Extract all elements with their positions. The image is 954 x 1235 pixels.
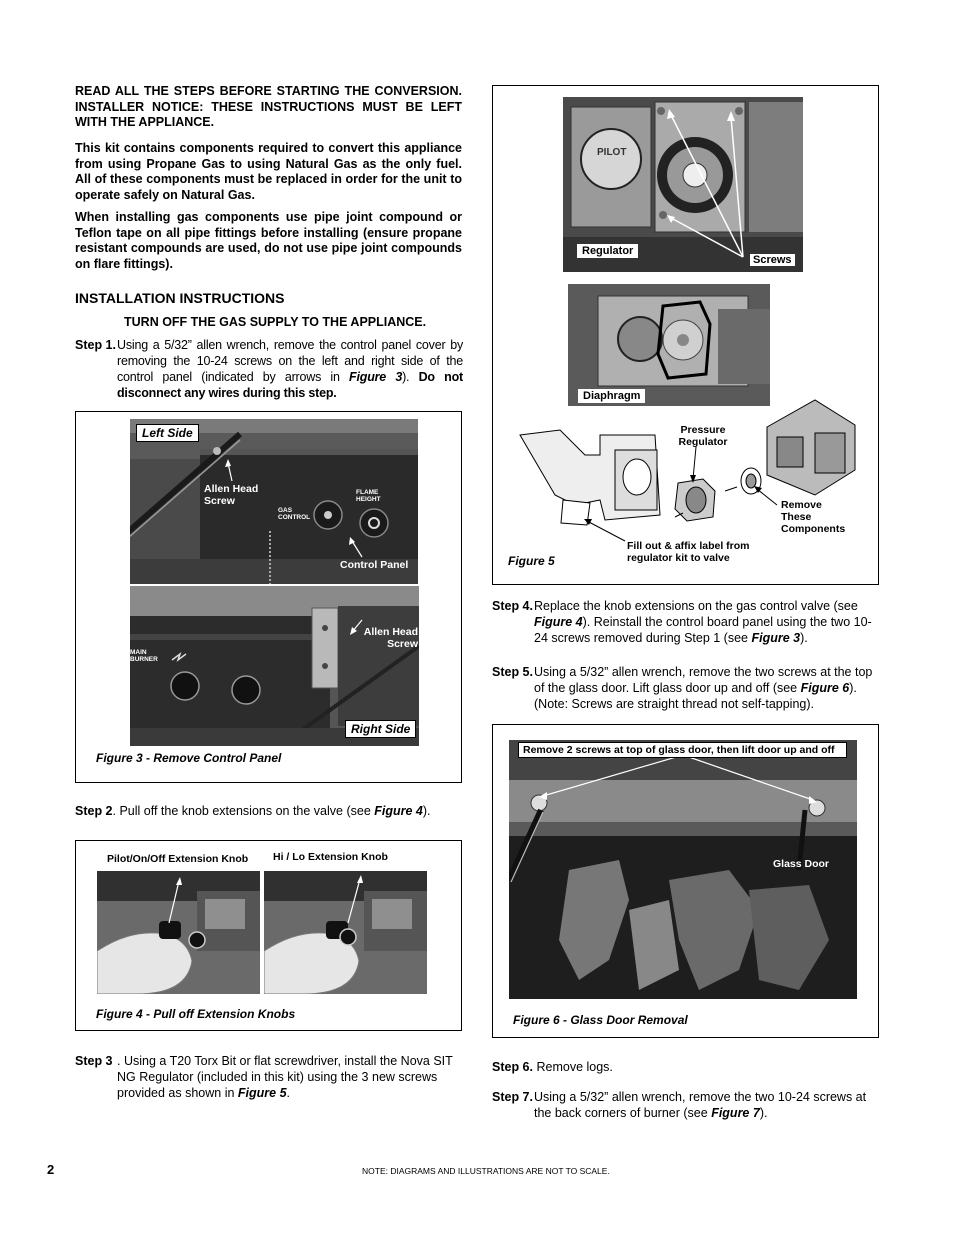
remove-components-label: Remove These Components (781, 499, 846, 535)
step-7-figure-ref: Figure 7 (711, 1106, 760, 1120)
step-2 (75, 803, 463, 819)
right-side-tag: Right Side (345, 720, 416, 738)
step-2-text-b: ). (422, 804, 431, 818)
step-4-label: Step 4. (492, 599, 533, 613)
diaphragm-tag: Diaphragm (578, 389, 645, 403)
step-1 (75, 337, 463, 401)
step-1-text-a: Using a 5/32” allen wrench, remove the control panel cover by removing the 10-24 screws on the left and right side of the control panel (indicated by arrows in (117, 338, 463, 384)
intro-kit-description: This kit contains components required to convert this appliance from using Propane Gas to using Natural Gas as the only fuel. All of these components must be replaced in order for the unit to operate safely on Natural Gas. (75, 141, 462, 202)
svg-text:PILOT: PILOT (597, 147, 627, 158)
figure-3-caption: Figure 3 - Remove Control Panel (96, 751, 282, 765)
step-3-label: Step 3 (75, 1054, 113, 1068)
step-5-label: Step 5. (492, 665, 533, 679)
figure-3-right-photo (130, 586, 419, 746)
step-6-label: Step 6. (492, 1060, 533, 1074)
main-burner-label: MAIN BURNER (130, 649, 158, 663)
regulator-tag: Regulator (577, 244, 638, 258)
step-3 (75, 1053, 463, 1101)
step-1-label: Step 1. (75, 338, 116, 352)
step-2-label: Step 2 (75, 804, 113, 818)
figure-5-diaphragm-photo (568, 284, 770, 406)
pilot-knob-drawing (97, 871, 260, 994)
step-4-text-c: ). (800, 631, 808, 645)
step-1-text (117, 337, 463, 401)
figure-3-left-photo (130, 419, 418, 584)
page-number: 2 (47, 1162, 55, 1177)
fill-out-label: Fill out & affix label from regulator kit to valve (627, 540, 750, 564)
step-6-text: Remove logs. (533, 1060, 613, 1074)
step-4-figure-ref-1: Figure 4 (534, 615, 583, 629)
step-2-text-a: . Pull off the knob extensions on the valve (see (112, 804, 375, 818)
diaphragm-drawing (568, 284, 770, 406)
step-4 (492, 598, 880, 646)
intro-pipe-compound: When installing gas components use pipe joint compound or Teflon tape on all pipe fittings before installing (ensure propane resistant compounds are used, do not use pipe joint compounds on flare fittings). (75, 210, 462, 271)
step-7-text (534, 1089, 880, 1121)
allen-head-screw-label-left: Allen Head Screw (204, 483, 259, 507)
step-3-figure-ref: Figure 5 (237, 1086, 287, 1100)
step-5-text-a: Using a 5/32” allen wrench, remove the two screws at the top of the glass door. Lift glass door up and off (see (534, 665, 873, 695)
step-6 (492, 1059, 880, 1075)
figure-4-caption: Figure 4 - Pull off Extension Knobs (96, 1007, 296, 1021)
figure-4-right-photo (264, 871, 427, 994)
step-3-text (117, 1053, 463, 1101)
hi-lo-knob-drawing (264, 871, 427, 994)
glass-door-label: Glass Door (773, 858, 830, 870)
step-4-text-a: Replace the knob extensions on the gas control valve (see (534, 599, 858, 613)
glass-door-instruction-banner: Remove 2 screws at top of glass door, then lift door up and off (518, 742, 847, 758)
step-7-text-a: Using a 5/32” allen wrench, remove the two 10-24 screws at the back corners of burner (see (534, 1090, 867, 1120)
intro-notice: READ ALL THE STEPS BEFORE STARTING THE CONVERSION. INSTALLER NOTICE: THESE INSTRUCTIONS MUST BE LEFT WITH THE APPLIANCE. (75, 84, 462, 129)
figure-4-left-photo (97, 871, 260, 994)
step-7 (492, 1089, 880, 1121)
flame-height-label: FLAME HEIGHT (356, 489, 381, 503)
figure-6-caption: Figure 6 - Glass Door Removal (513, 1013, 688, 1027)
step-4-figure-ref-2: Figure 3 (751, 631, 801, 645)
step-3-text-a: . Using a T20 Torx Bit or flat screwdriver, install the Nova SIT NG Regulator (included in this kit) using the 3 new screws provided as shown in (117, 1054, 453, 1100)
step-7-text-b: ). (759, 1106, 768, 1120)
step-7-label: Step 7. (492, 1090, 533, 1104)
step-1-warning: Do not disconnect any wires during this step. (117, 370, 463, 400)
pressure-regulator-label: Pressure Regulator (678, 424, 728, 448)
left-side-tag: Left Side (136, 424, 199, 442)
allen-head-screw-label-right: Allen Head Screw (363, 626, 418, 650)
control-panel-label: Control Panel (340, 559, 409, 571)
step-1-text-b: ). (402, 370, 419, 384)
step-5-text-b: ). (Note: Screws are straight thread not self-tapping). (534, 681, 857, 711)
gas-off-warning: TURN OFF THE GAS SUPPLY TO THE APPLIANCE. (124, 315, 427, 329)
figure-5-valve-photo (563, 97, 803, 272)
figure-5-caption: Figure 5 (508, 554, 555, 568)
section-title: INSTALLATION INSTRUCTIONS (75, 290, 285, 306)
step-4-text-b: ). Reinstall the control board panel using the two 10-24 screws removed during Step 1 (see (534, 615, 872, 645)
hi-lo-knob-label: Hi / Lo Extension Knob (273, 851, 388, 863)
step-1-figure-ref: Figure 3 (349, 370, 403, 384)
footer-note: NOTE: DIAGRAMS AND ILLUSTRATIONS ARE NOT TO SCALE. (362, 1166, 610, 1176)
step-5 (492, 664, 880, 712)
step-2-figure-ref: Figure 4 (374, 804, 423, 818)
step-3-text-b: . (286, 1086, 291, 1100)
step-4-text (534, 598, 880, 646)
figure-6-photo (509, 740, 857, 999)
pilot-knob-label: Pilot/On/Off Extension Knob (107, 853, 249, 865)
step-5-text (534, 664, 880, 712)
step-5-figure-ref: Figure 6 (800, 681, 850, 695)
gas-control-label: GAS CONTROL (278, 507, 311, 521)
screws-tag: Screws (750, 254, 795, 266)
